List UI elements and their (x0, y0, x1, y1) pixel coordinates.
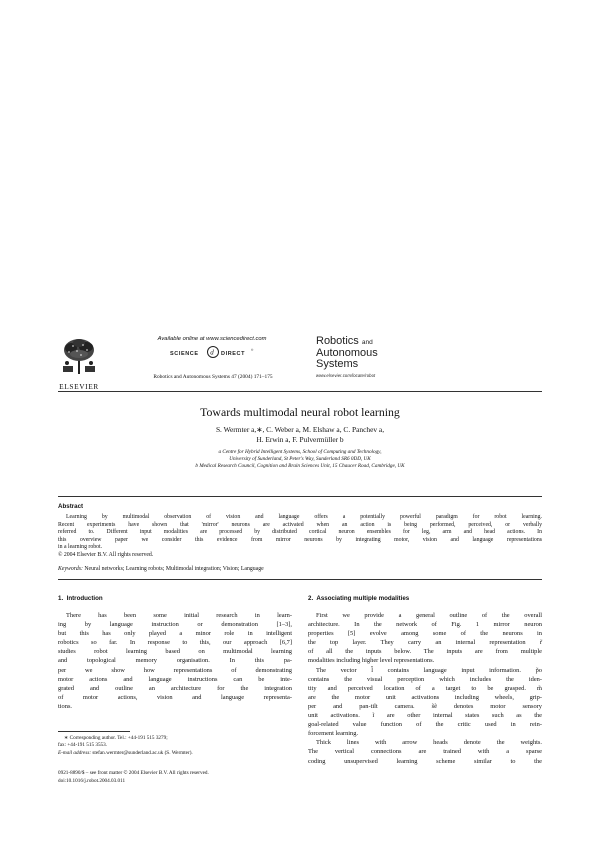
section-2-line: tity and perceived location of a target to be grasped. m̃ (308, 684, 542, 692)
doi-line[interactable]: doi:10.1016/j.robot.2004.03.011 (58, 778, 126, 784)
email-label: E-mail address: (58, 749, 92, 756)
abstract-line: in a learning robot. (58, 544, 103, 551)
section-1-body (58, 611, 292, 711)
authors-text-2: H. Erwin a, F. Pulvermüller b (256, 435, 344, 444)
footnote-line-1: ∗ Corresponding author. Tel.: +44-191 515 3279; (64, 735, 168, 741)
journal-url[interactable]: www.elsevier.com/locate/robot (316, 373, 376, 378)
journal-name-and: and (361, 339, 373, 346)
section-2-line: modalities including higher level representations. (308, 657, 435, 665)
section-1-line: robotics so far. In response to this, our approach [6,7] (58, 639, 292, 647)
section-1-line: grated and outline an architecture for the integration (58, 684, 292, 692)
section-2-line: are the motor unit activations including wheels, grip- (308, 693, 542, 701)
section-1-line: ing by language instruction or demonstration [1–3], (58, 621, 292, 629)
footnote-rule (58, 731, 130, 732)
section-2-line: forcement learning. (308, 730, 359, 738)
elsevier-logo (58, 336, 100, 391)
authors-line-1 (58, 425, 542, 434)
sciencedirect-brand (260, 345, 261, 346)
svg-text:®: ® (251, 348, 254, 352)
section-1-line: and topological memory organisation. In this pa- (58, 657, 292, 665)
abstract-heading: Abstract (58, 503, 84, 510)
authors-text-1: S. Wermter a,∗, C. Weber a, M. Elshaw a, C. Panchev a, (215, 425, 385, 434)
abstract-line: Learning by multimodal observation of vision and language offers a potentially powerful paradigm for robot learning. (66, 514, 542, 520)
footnote-line-3 (58, 750, 292, 757)
section-2-line: per and pan-tilt camera. s̃ẽ denotes motor sensory (308, 702, 542, 710)
section-2-line: unit activations. ĩ are other internal states such as the (308, 712, 542, 720)
section-2-heading: 2. Associating multiple modalities (308, 595, 410, 602)
abstract-top-rule (58, 496, 542, 497)
sciencedirect-icon (166, 345, 260, 359)
section-1-line: motor actions and language instructions can be inte- (58, 675, 292, 683)
keywords-value: Neural networks; Learning robots; Multimodal integration; Vision; Language (84, 566, 264, 572)
svg-text:d: d (210, 348, 214, 357)
section-2-line: First we provide a general outline of the overall (316, 612, 542, 619)
section-1-line: but this has only played a minor role in intelligent (58, 630, 292, 638)
footnote (58, 735, 292, 757)
section-2-line: The vector l̃ contains language input information. p̃o (316, 666, 542, 674)
section-2-line: Thick lines with arrow heads denote the weights. (316, 739, 542, 747)
section-2-line: architecture. In the network of Fig. 1 mirror neuron (308, 621, 542, 629)
section-2-line: properties [5] evolve among some of the neurons in (308, 630, 542, 638)
svg-text:SCIENCE: SCIENCE (170, 351, 199, 357)
authors-line-2 (58, 435, 542, 444)
affiliation-a-line-1: a Centre for Hybrid Intelligent Systems, School of Computing and Technology, (218, 449, 382, 455)
section-1-line: There has been some initial research in learn- (66, 612, 292, 619)
publisher-name: ELSEVIER (59, 382, 99, 391)
elsevier-tree-icon (58, 336, 100, 376)
abstract-line: Recent experiments have shown that 'mirror' neurons are activated when an action is being performed, perceived, or verbally (58, 521, 542, 528)
issn-line: 0921-8890/$ – see front matter © 2004 Elsevier B.V. All rights reserved. (58, 770, 209, 776)
section-1-line: of motor actions, vision and language representa- (58, 693, 292, 701)
journal-name-systems: Systems (316, 358, 359, 370)
journal-citation: Robotics and Autonomous Systems 47 (2004) 171–175 (153, 374, 273, 380)
svg-text:DIRECT: DIRECT (221, 351, 246, 357)
email-link[interactable]: stefan.wermter@sunderland.ac.uk (S. Wermter). (92, 749, 193, 756)
header-rule (58, 391, 542, 392)
abstract-copyright: © 2004 Elsevier B.V. All rights reserved. (58, 551, 154, 558)
affiliation-b-line-1: b Medical Research Council, Cognition and Brain Sciences Unit, 15 Chaucer Road, Cambridge, UK (195, 463, 405, 469)
abstract-line: referred to. Different input modalities are processed by distributed cortical neuron ensembles for leg, arm and head actions. In (58, 529, 542, 536)
section-2-line: the top layer. They carry an internal representation r̃ (308, 639, 542, 647)
section-2-line: goal-related value function of the critic used in rein- (308, 721, 542, 729)
journal-logo (316, 336, 398, 388)
section-2-line: The vertical connections are trained with a sparse (308, 748, 542, 756)
section-2-body (308, 611, 542, 766)
keywords-label: Keywords: (58, 566, 83, 572)
section-2-line: coding unsupervised learning scheme similar to the (308, 757, 542, 765)
paper-title: Towards multimodal neural robot learning (200, 405, 400, 419)
abstract-body (58, 514, 542, 560)
section-1-heading: 1. Introduction (58, 595, 103, 602)
abstract-line: this overview paper we consider this evidence from mirror neurons by integrating motor, vision and language representations (58, 536, 542, 543)
section-2-line: of all the inputs below. The inputs are from multiple (308, 648, 542, 656)
section-1-line: tions. (58, 702, 73, 710)
section-1-line: per we show how representations of demonstrating (58, 666, 292, 674)
journal-name-robotics: Robotics (316, 335, 359, 347)
section-2-line: contains the visual perception which includes the iden- (308, 675, 542, 683)
available-online-text: Available online at www.sciencedirect.com (157, 336, 267, 342)
abstract-bottom-rule (58, 579, 542, 580)
keywords (58, 566, 542, 572)
affiliation-a-line-2: University of Sunderland, St Peter's Way, Sunderland SR6 0DD, UK (229, 456, 371, 462)
footnote-line-2: fax: +44-191 515 3553. (58, 742, 108, 749)
sciencedirect-logo (166, 345, 260, 359)
journal-name-autonomous: Autonomous (316, 347, 378, 359)
section-1-line: studies robot learning based on multimodal learning (58, 648, 292, 656)
